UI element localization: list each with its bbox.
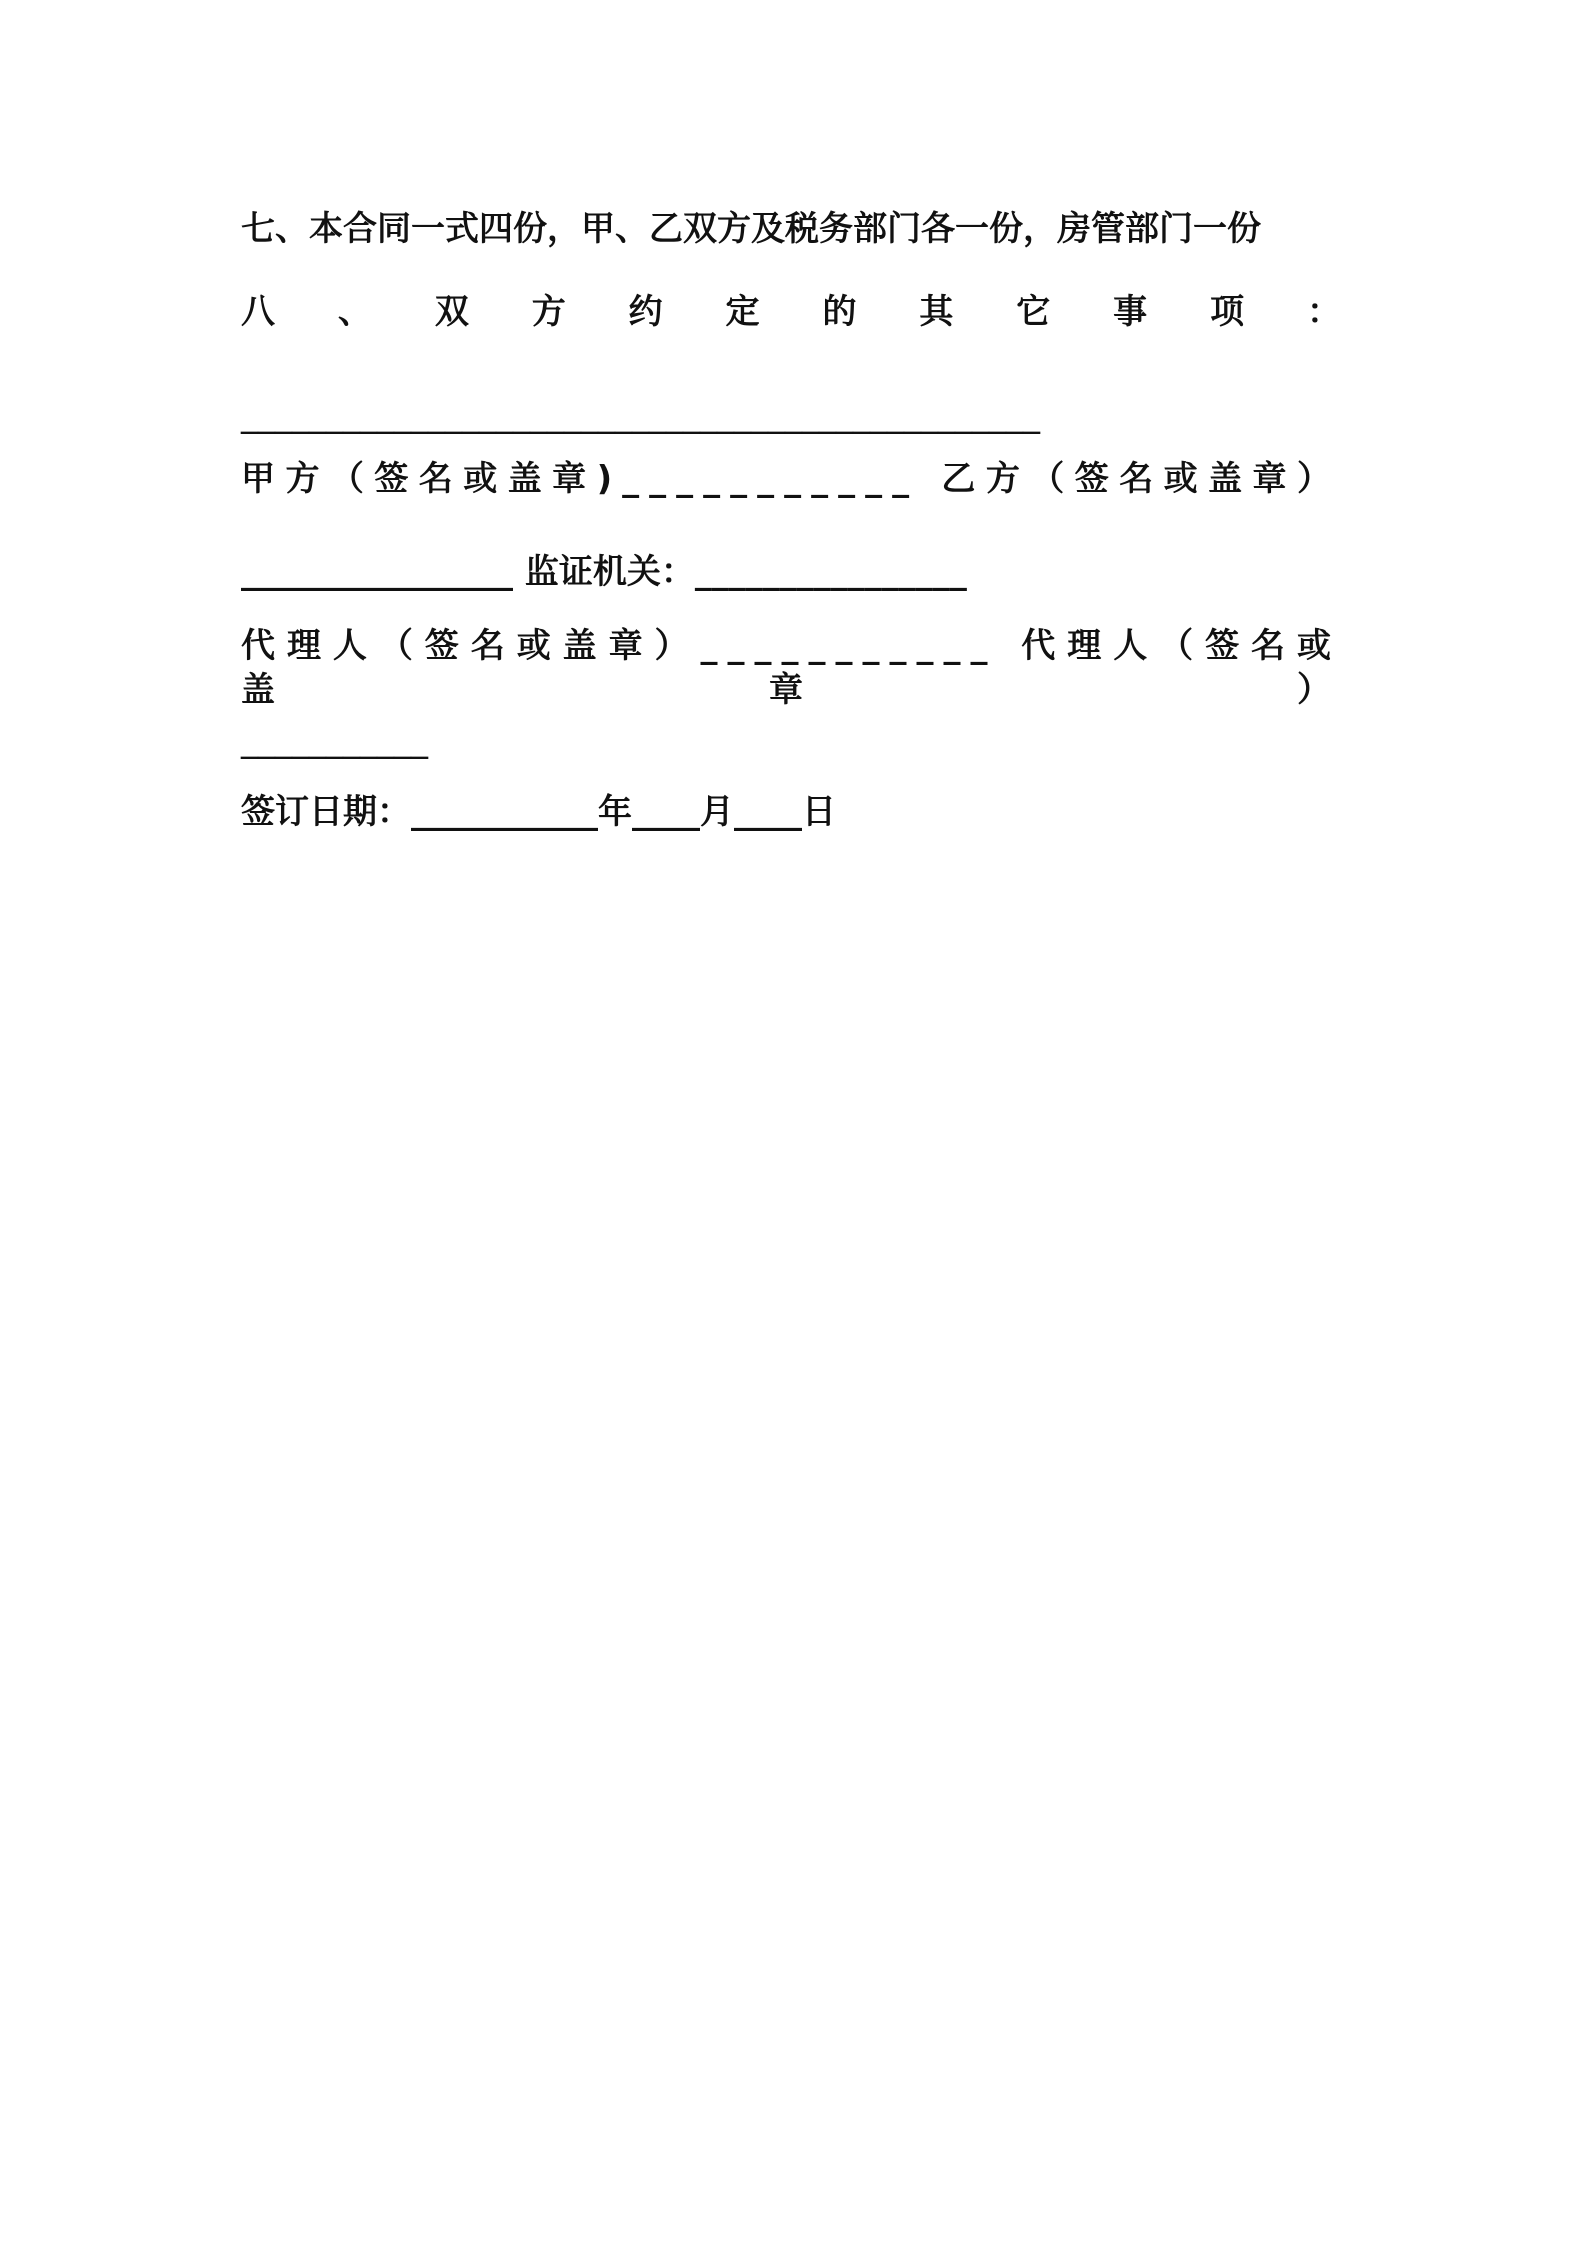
clause-eight-blank-line: _______________________________________________: [241, 395, 1040, 435]
clause-eight: 八 、 双 方 约 定 的 其 它 事 项 ：: [241, 292, 1341, 332]
agent-signature-blank: ___________: [241, 720, 428, 760]
agent-signature-line: 代理人（签名或盖章）___________ 代理人（签名或盖章）: [241, 626, 1341, 710]
signing-date-line: 签订日期：___________年____月____日: [241, 792, 836, 832]
supervision-authority-line: ________________ 监证机关：________________: [241, 552, 967, 592]
clause-seven: 七、本合同一式四份，甲、乙双方及税务部门各一份，房管部门一份: [241, 209, 1261, 249]
party-signature-line: 甲方（签名或盖章)___________ 乙方（签名或盖章）: [241, 459, 1341, 499]
